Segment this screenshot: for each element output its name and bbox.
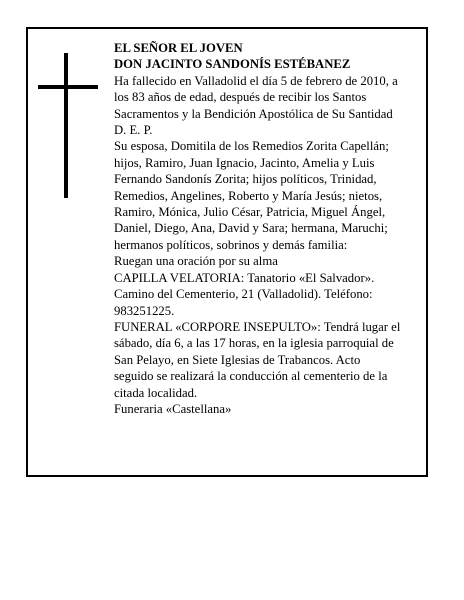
funeral-home-line: Funeraria «Castellana» — [114, 401, 232, 416]
obituary-text-block — [114, 40, 430, 417]
funeral-line: citada localidad. — [114, 385, 198, 400]
family-line: Su esposa, Domitila de los Remedios Zorita Capellán; — [114, 139, 389, 154]
chapel-line: Camino del Cementerio, 21 (Valladolid). Teléfono: — [114, 287, 373, 302]
family-line: Fernando Sandonís Zorita; hijos políticos, Trinidad, — [114, 172, 377, 187]
death-announcement-line: Ha fallecido en Valladolid el día 5 de febrero de 2010, a — [114, 73, 398, 88]
notice-title-line: EL SEÑOR EL JOVEN — [114, 41, 243, 55]
rip-line: D. E. P. — [114, 123, 153, 138]
family-line: Remedios, Angelines, Roberto y María Jesús; nietos, — [114, 188, 383, 203]
funeral-line: FUNERAL «CORPORE INSEPULTO»: Tendrá lugar el — [114, 319, 401, 334]
family-line: hijos, Ramiro, Juan Ignacio, Jacinto, Amelia y Luis — [114, 155, 375, 170]
family-line: hermanos políticos, sobrinos y demás familia: — [114, 237, 348, 252]
chapel-line: 983251225. — [114, 303, 175, 318]
cross-horizontal-bar — [38, 85, 98, 89]
funeral-line: San Pelayo, en Siete Iglesias de Trabancos. Acto — [114, 352, 361, 367]
funeral-line: seguido se realizará la conducción al cementerio de la — [114, 369, 388, 384]
death-announcement-line: los 83 años de edad, después de recibir los Santos — [114, 90, 367, 105]
cross-vertical-bar — [64, 53, 68, 198]
funeral-line: sábado, día 6, a las 17 horas, en la iglesia parroquial de — [114, 336, 394, 351]
death-announcement-line: Sacramentos y la Bendición Apostólica de Su Santidad — [114, 106, 393, 121]
family-line: Ramiro, Mónica, Julio César, Patricia, Miguel Ángel, — [114, 205, 386, 220]
chapel-line: CAPILLA VELATORIA: Tanatorio «El Salvador». — [114, 270, 375, 285]
prayer-request-line: Ruegan una oración por su alma — [114, 254, 278, 269]
family-line: Daniel, Diego, Ana, David y Sara; hermana, Maruchi; — [114, 221, 388, 236]
deceased-name: DON JACINTO SANDONÍS ESTÉBANEZ — [114, 57, 351, 72]
cross-icon — [38, 53, 98, 198]
